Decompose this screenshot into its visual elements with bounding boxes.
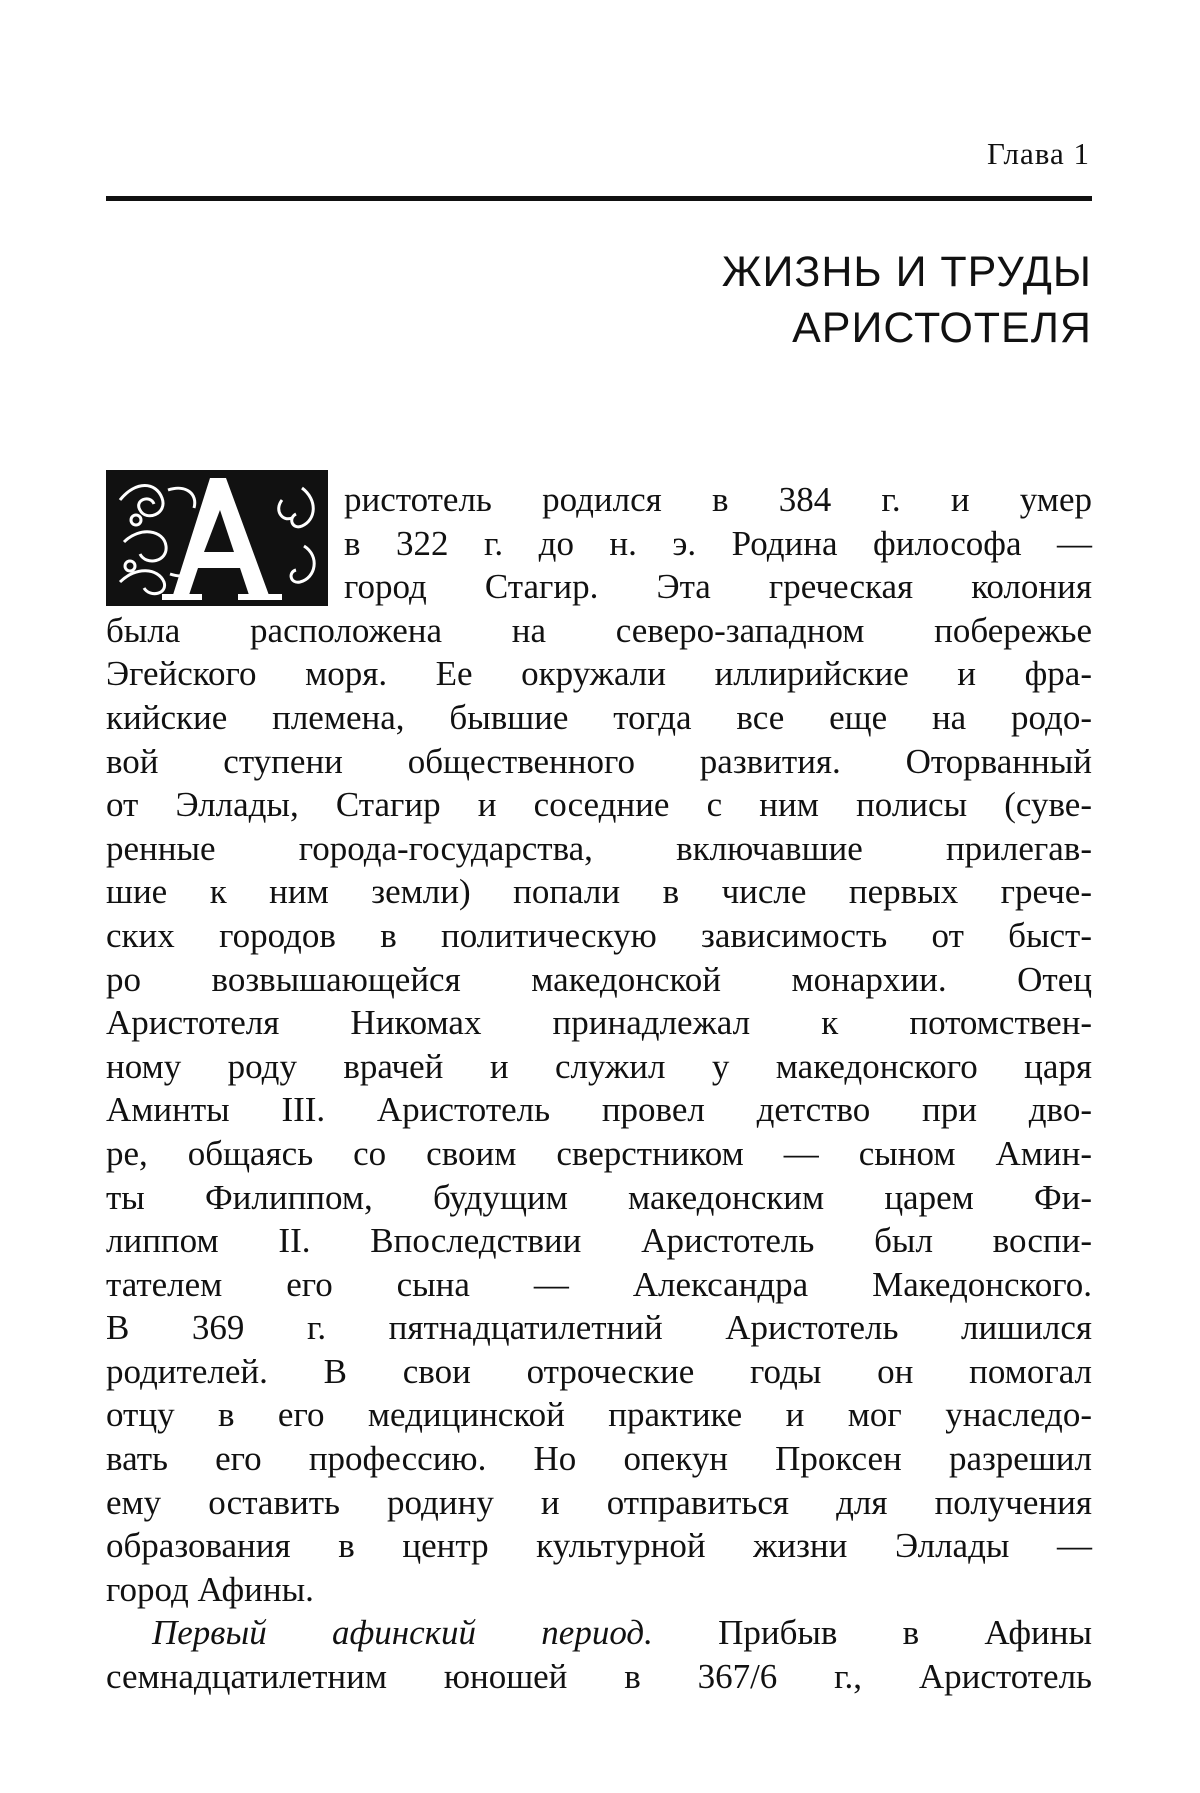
chapter-label: Глава 1 bbox=[986, 136, 1090, 171]
chapter-title-line-2: АРИСТОТЕЛЯ bbox=[792, 304, 1092, 352]
text-line: от Эллады, Стагир и соседние с ним полисы (суве- bbox=[106, 785, 1092, 825]
text-line: ро возвышающейся македонской монархии. Отец bbox=[106, 959, 1092, 999]
section-line-rest: Прибыв в Афины bbox=[718, 1613, 1093, 1653]
text-line: Аминты III. Аристотель провел детство при дво- bbox=[106, 1090, 1092, 1130]
text-line: тателем его сына — Александра Македонского. bbox=[106, 1264, 1092, 1304]
text-line: В 369 г. пятнадцатилетний Аристотель лишился bbox=[106, 1308, 1092, 1348]
text-line: ре, общаясь со своим сверстником — сыном Амин- bbox=[106, 1133, 1092, 1173]
text-line: ему оставить родину и отправиться для получения bbox=[106, 1482, 1092, 1522]
text-line: шие к ним земли) попали в числе первых грече- bbox=[106, 872, 1092, 912]
text-line: вой ступени общественного развития. Оторванный bbox=[106, 741, 1092, 781]
text-line: отцу в его медицинской практике и мог унаследо- bbox=[106, 1395, 1092, 1435]
text-line: вать его профессию. Но опекун Проксен разрешил bbox=[106, 1439, 1092, 1479]
text-line: в 322 г. до н. э. Родина философа — bbox=[344, 523, 1092, 563]
text-line: город Стагир. Эта греческая колония bbox=[344, 567, 1092, 607]
chapter-title bbox=[722, 244, 1092, 356]
text-line: город Афины. bbox=[106, 1569, 314, 1609]
text-line: Аристотеля Никомах принадлежал к потомствен- bbox=[106, 1003, 1092, 1043]
text-line: липпом II. Впоследствии Аристотель был воспи- bbox=[106, 1221, 1092, 1261]
paragraph-2-line-1 bbox=[106, 1611, 1092, 1655]
paragraph-2-line-2: семнадцатилетним юношей в 367/6 г., Аристотель bbox=[106, 1657, 1092, 1697]
chapter-title-line-1: ЖИЗНЬ И ТРУДЫ bbox=[721, 248, 1092, 296]
text-line: ских городов в политическую зависимость от быст- bbox=[106, 915, 1092, 955]
header-rule bbox=[106, 196, 1092, 201]
text-line: родителей. В свои отроческие годы он помогал bbox=[106, 1351, 1092, 1391]
text-line: образования в центр культурной жизни Эллады — bbox=[106, 1526, 1092, 1566]
text-line: ристотель родился в 384 г. и умер bbox=[344, 480, 1092, 519]
section-lead-italic: Первый афинский период. bbox=[152, 1613, 653, 1653]
text-line: Эгейского моря. Ее окружали иллирийские и фра- bbox=[106, 654, 1092, 694]
text-line: ному роду врачей и служил у македонского царя bbox=[106, 1046, 1092, 1086]
text-line: ты Филиппом, будущим македонским царем Фи- bbox=[106, 1177, 1092, 1217]
text-line: ренные города-государства, включавшие прилегав- bbox=[106, 828, 1092, 868]
text-line: была расположена на северо-западном побережье bbox=[106, 610, 1092, 650]
text-line: кийские племена, бывшие тогда все еще на родо- bbox=[106, 697, 1092, 737]
body-text bbox=[106, 478, 1092, 1699]
